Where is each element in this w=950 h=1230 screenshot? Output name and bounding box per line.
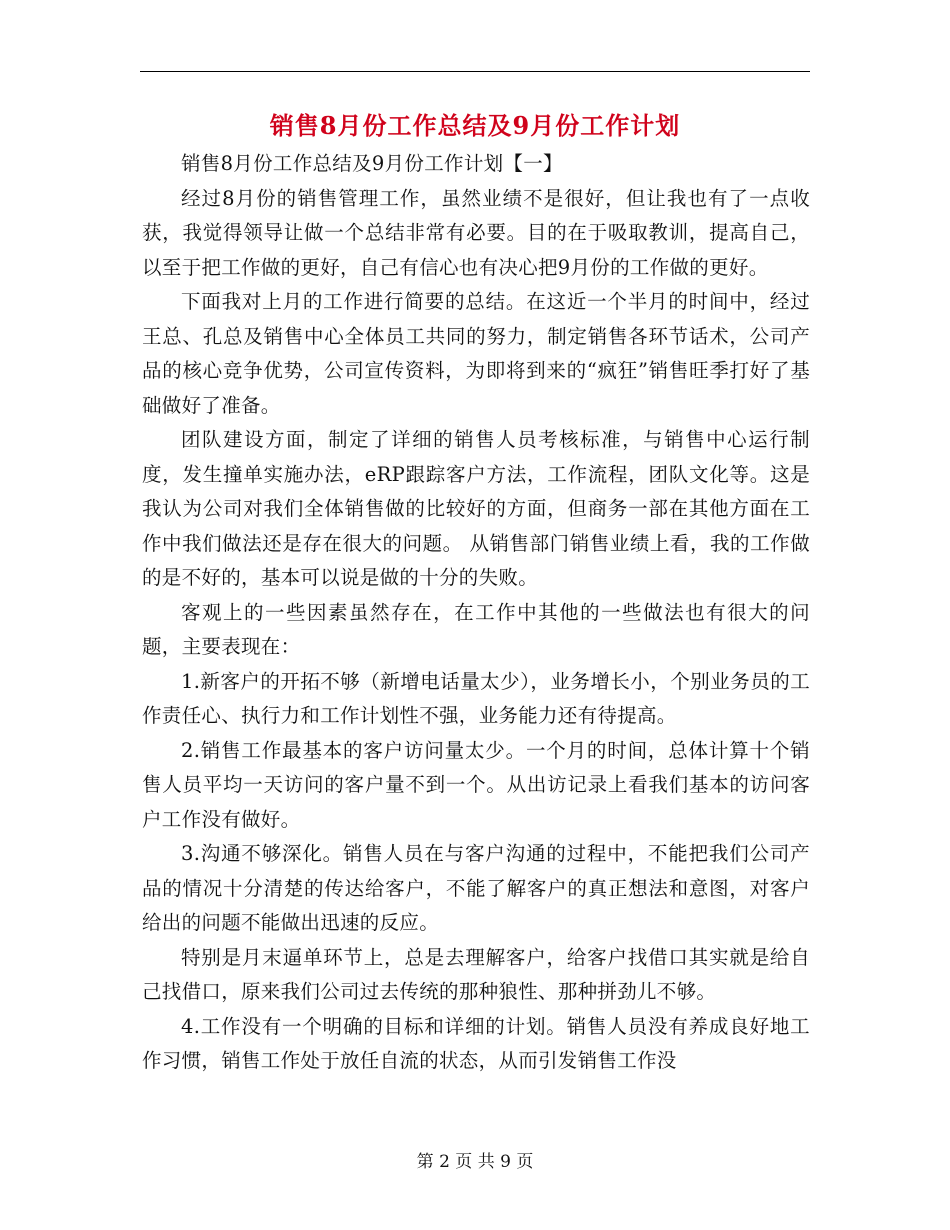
document-title: 销售8月份工作总结及9月份工作计划: [269, 111, 681, 140]
list-item-paragraph: 2.销售工作最基本的客户访问量太少。一个月的时间，总体计算十个销售人员平均一天访问的客户量不到一个。从出访记录上看我们基本的访问客户工作没有做好。: [142, 738, 810, 831]
document-body: [142, 147, 810, 1079]
paragraph: 销售8月份工作总结及9月份工作计划【一】: [181, 152, 563, 175]
paragraph: 客观上的一些因素虽然存在，在工作中其他的一些做法也有很大的问题，主要表现在：: [142, 600, 810, 658]
paragraph: 下面我对上月的工作进行简要的总结。在这近一个半月的时间中，经过王总、孔总及销售中心全体员工共同的努力，制定销售各环节话术，公司产品的核心竞争优势，公司宣传资料，为即将到来的“疯狂”销售旺季打好了基础做好了准备。: [142, 290, 810, 417]
header-rule: [140, 71, 810, 72]
list-item-paragraph: 3.沟通不够深化。销售人员在与客户沟通的过程中，不能把我们公司产品的情况十分清楚的传达给客户，不能了解客户的真正想法和意图，对客户给出的问题不能做出迅速的反应。: [142, 842, 810, 934]
paragraph: 特别是月末逼单环节上，总是去理解客户，给客户找借口其实就是给自己找借口，原来我们公司过去传统的那种狼性、那种拼劲儿不够。: [142, 945, 810, 1003]
list-item-paragraph: 1.新客户的开拓不够（新增电话量太少），业务增长小，个别业务员的工作责任心、执行力和工作计划性不强，业务能力还有待提高。: [142, 669, 810, 727]
list-item-paragraph: 4.工作没有一个明确的目标和详细的计划。销售人员没有养成良好地工作习惯，销售工作处于放任自流的状态，从而引发销售工作没: [142, 1014, 810, 1072]
paragraph: 经过8月份的销售管理工作，虽然业绩不是很好，但让我也有了一点收获，我觉得领导让做一个总结非常有必要。目的在于吸取教训，提高自己，以至于把工作做的更好，自己有信心也有决心把9月份的工作做的更好。: [142, 186, 810, 279]
paragraph: 团队建设方面，制定了详细的销售人员考核标准，与销售中心运行制度，发生撞单实施办法，eRP跟踪客户方法，工作流程，团队文化等。这是我认为公司对我们全体销售做的比较好的方面，但商务一部在其他方面在工作中我们做法还是存在很大的问题。 从销售部门销售业绩上看，我的工作做的是不好的，基本可以说是做的十分的失败。: [142, 428, 810, 589]
page-number: 第 2 页 共 9 页: [416, 1152, 534, 1172]
